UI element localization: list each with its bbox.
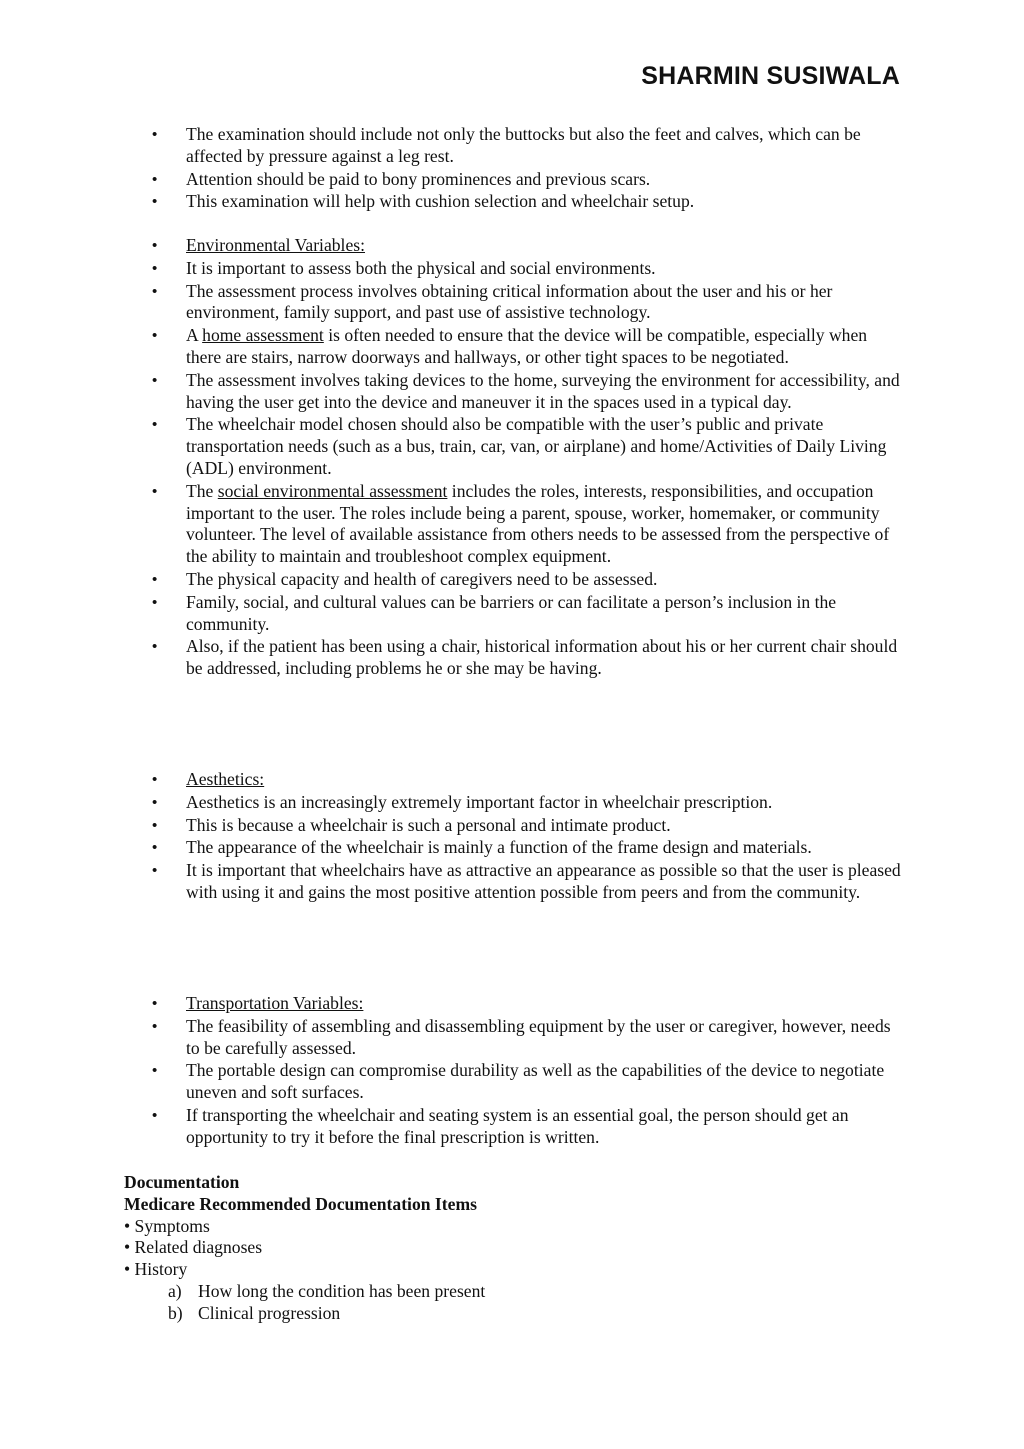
documentation-item: • Symptoms — [124, 1215, 210, 1236]
list-item-text: Attention should be paid to bony prominences and previous scars. — [186, 168, 651, 189]
list-item-text: This is because a wheelchair is such a personal and intimate product. — [186, 814, 671, 835]
list-item — [152, 636, 904, 680]
list-item-text: The appearance of the wheelchair is mainly a function of the frame design and materials. — [186, 837, 812, 858]
list-item-text: The feasibility of assembling and disassembling equipment by the user or caregiver, however, needs to be carefully assessed. — [186, 1015, 891, 1058]
list-item — [152, 124, 904, 168]
author-header: SHARMIN SUSIWALA — [641, 62, 900, 90]
list-item — [152, 1105, 904, 1149]
list-item-text: A — [186, 325, 203, 346]
list-item-text: The assessment involves taking devices to the home, surveying the environment for accessibility, and having the user get into the device and maneuver it in the spaces used in a typical day. — [186, 369, 900, 412]
section-heading-item — [152, 993, 904, 1015]
examination-list — [152, 124, 904, 214]
list-item-text: It is important to assess both the physical and social environments. — [186, 257, 656, 278]
list-item — [152, 258, 904, 280]
list-item — [152, 815, 904, 837]
history-subitem — [124, 1281, 904, 1303]
list-item — [152, 569, 904, 591]
list-item-text: The assessment process involves obtaining critical information about the user and his or her environment, family support, and past use of assistive technology. — [186, 280, 833, 323]
section-heading: Aesthetics: — [186, 769, 265, 789]
list-item — [152, 792, 904, 814]
list-item — [152, 191, 904, 213]
list-item-text: If transporting the wheelchair and seating system is an essential goal, the person should get an opportunity to try it before the final prescription is written. — [186, 1104, 849, 1147]
list-item — [152, 1060, 904, 1104]
list-item-text: Family, social, and cultural values can be barriers or can facilitate a person’s inclusion in the community. — [186, 591, 837, 634]
list-item-text: The portable design can compromise durability as well as the capabilities of the device to negotiate uneven and soft surfaces. — [186, 1060, 885, 1103]
history-subitem-label: a) — [168, 1280, 182, 1301]
list-item — [152, 1016, 904, 1060]
list-item — [152, 481, 904, 568]
list-item-text: is often needed to ensure that the device will be compatible, especially when there are stairs, narrow doorways and hallways, or other tight spaces to be negotiated. — [186, 325, 868, 367]
documentation-subtitle: Medicare Recommended Documentation Items — [124, 1193, 477, 1214]
list-item — [152, 325, 904, 369]
documentation-item: • History — [124, 1259, 188, 1280]
underlined-term: home assessment — [202, 325, 324, 346]
list-item — [152, 281, 904, 325]
documentation-item: • Related diagnoses — [124, 1237, 263, 1258]
list-item — [152, 837, 904, 859]
list-item — [152, 592, 904, 636]
list-item — [152, 414, 904, 479]
section-heading-item — [152, 769, 904, 791]
history-subitem-label: b) — [168, 1302, 183, 1323]
aesthetics-list — [152, 769, 904, 905]
list-item — [152, 370, 904, 414]
history-subitem-text: Clinical progression — [198, 1302, 341, 1323]
documentation-section — [124, 1172, 904, 1325]
environmental-variables-list — [152, 235, 904, 681]
underlined-term: social environmental assessment — [217, 480, 448, 501]
list-item-text: This examination will help with cushion selection and wheelchair setup. — [186, 191, 695, 212]
list-item-text: The physical capacity and health of caregivers need to be assessed. — [186, 568, 658, 589]
list-item-text: The wheelchair model chosen should also be compatible with the user’s public and private transportation needs (such as a bus, train, car, van, or airplane) and home/Activities of Daily Living (ADL) environment. — [186, 414, 887, 478]
list-item — [152, 860, 904, 904]
list-item-text: Also, if the patient has been using a chair, historical information about his or her current chair should be addressed, including problems he or she may be having. — [186, 636, 898, 679]
section-heading: Environmental Variables: — [186, 235, 365, 255]
history-subitem-text: How long the condition has been present — [198, 1280, 486, 1301]
list-item-text: Aesthetics is an increasingly extremely important factor in wheelchair prescription. — [186, 791, 773, 812]
list-item-text: The — [186, 480, 218, 501]
list-item-text: It is important that wheelchairs have as attractive an appearance as possible so that the user is pleased with using it and gains the most positive attention possible from peers and from the community. — [186, 860, 901, 902]
section-heading: Transportation Variables: — [186, 993, 364, 1013]
section-heading-item — [152, 235, 904, 257]
documentation-title: Documentation — [124, 1172, 240, 1192]
transportation-variables-list — [152, 993, 904, 1150]
list-item-text: includes the roles, interests, responsibilities, and occupation important to the user. The roles include being a parent, spouse, worker, homemaker, or community volunteer. The level of available assistance from others needs to be assessed from the perspective of the ability to maintain and troubleshoot complex equipment. — [186, 480, 890, 567]
history-subitem — [124, 1303, 904, 1325]
list-item — [152, 169, 904, 191]
list-item-text: The examination should include not only the buttocks but also the feet and calves, which can be affected by pressure against a leg rest. — [186, 124, 861, 166]
